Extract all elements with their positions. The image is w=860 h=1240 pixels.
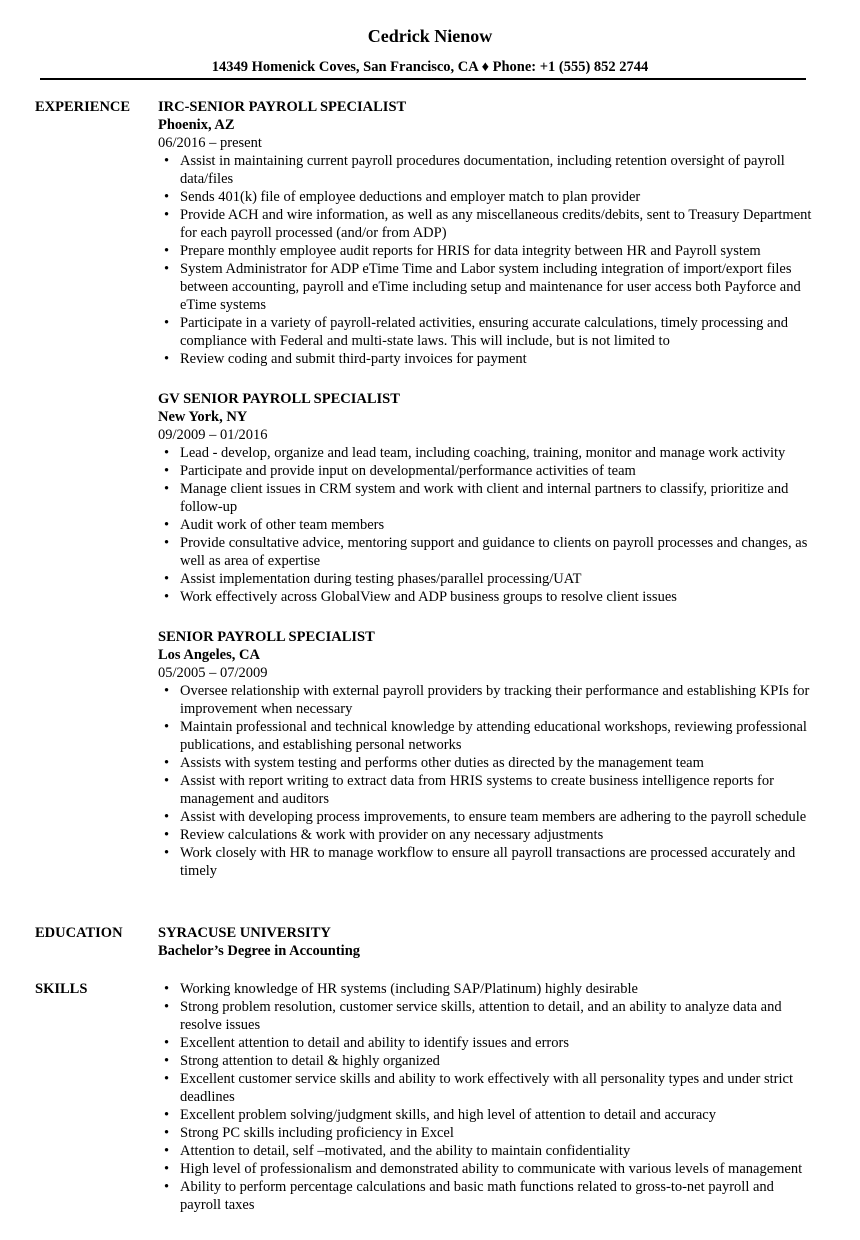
bullet-item: • Participate and provide input on developmental/performance activities of team xyxy=(180,462,818,480)
job-dates: 09/2009 – 01/2016 xyxy=(158,427,268,443)
bullet-item: • Review calculations & work with provider on any necessary adjustments xyxy=(180,826,818,844)
job-bullets xyxy=(158,682,818,880)
bullet-item: • Oversee relationship with external payroll providers by tracking their performance and establishing KPIs for improvement when necessary xyxy=(180,682,818,718)
skill-item: • Excellent attention to detail and ability to identify issues and errors xyxy=(180,1034,818,1052)
bullet-item: • Assist with developing process improvements, to ensure team members are adhering to the payroll schedule xyxy=(180,808,818,826)
bullet-item: • Manage client issues in CRM system and work with client and internal partners to classify, prioritize and follow-up xyxy=(180,480,818,516)
degree: Bachelor’s Degree in Accounting xyxy=(158,943,361,959)
skill-item: • High level of professionalism and demonstrated ability to communicate with various levels of management xyxy=(180,1160,818,1178)
bullet-item: • Audit work of other team members xyxy=(180,516,818,534)
bullet-item: • Review coding and submit third-party invoices for payment xyxy=(180,350,818,368)
education-heading: EDUCATION xyxy=(35,925,123,941)
job-dates: 06/2016 – present xyxy=(158,135,262,151)
job-title: IRC-SENIOR PAYROLL SPECIALIST xyxy=(158,99,407,115)
job-entry xyxy=(158,98,818,368)
skill-item: • Excellent problem solving/judgment skills, and high level of attention to detail and accuracy xyxy=(180,1106,818,1124)
contact-line: 14349 Homenick Coves, San Francisco, CA ♦ Phone: +1 (555) 852 2744 xyxy=(211,59,649,75)
skill-item: • Ability to perform percentage calculations and basic math functions related to gross-to-net payroll and payroll taxes xyxy=(180,1178,818,1214)
bullet-item: • Assists with system testing and performs other duties as directed by the management team xyxy=(180,754,818,772)
school-name: SYRACUSE UNIVERSITY xyxy=(158,925,331,941)
job-bullets xyxy=(158,444,818,606)
bullet-item: • Assist implementation during testing phases/parallel processing/UAT xyxy=(180,570,818,588)
skill-item: • Working knowledge of HR systems (including SAP/Platinum) highly desirable xyxy=(180,980,818,998)
experience-heading: EXPERIENCE xyxy=(35,99,131,115)
skill-item: • Excellent customer service skills and ability to work effectively with all personality types and under strict deadlines xyxy=(180,1070,818,1106)
bullet-item: • Work effectively across GlobalView and ADP business groups to resolve client issues xyxy=(180,588,818,606)
bullet-item: • Provide ACH and wire information, as well as any miscellaneous credits/debits, sent to Treasury Department for each payroll processed (and/or from ADP) xyxy=(180,206,818,242)
education-entry xyxy=(158,924,818,960)
job-title: GV SENIOR PAYROLL SPECIALIST xyxy=(158,391,400,407)
candidate-name: Cedrick Nienow xyxy=(367,26,493,46)
job-dates: 05/2005 – 07/2009 xyxy=(158,665,268,681)
skill-item: • Attention to detail, self –motivated, and the ability to maintain confidentiality xyxy=(180,1142,818,1160)
job-location: New York, NY xyxy=(158,409,248,425)
bullet-item: • Sends 401(k) file of employee deductions and employer match to plan provider xyxy=(180,188,818,206)
skill-item: • Strong PC skills including proficiency in Excel xyxy=(180,1124,818,1142)
bullet-item: • System Administrator for ADP eTime Time and Labor system including integration of import/export files between accounting, payroll and eTime including setup and maintenance for user access both Payforce and eTime systems xyxy=(180,260,818,314)
job-entry xyxy=(158,390,818,606)
job-location: Los Angeles, CA xyxy=(158,647,260,663)
bullet-item: • Prepare monthly employee audit reports for HRIS for data integrity between HR and Payroll system xyxy=(180,242,818,260)
skill-item: • Strong problem resolution, customer service skills, attention to detail, and an ability to analyze data and resolve issues xyxy=(180,998,818,1034)
bullet-item: • Provide consultative advice, mentoring support and guidance to clients on payroll processes and changes, as well as area of expertise xyxy=(180,534,818,570)
skills-heading: SKILLS xyxy=(35,981,88,997)
job-title: SENIOR PAYROLL SPECIALIST xyxy=(158,629,375,645)
job-location: Phoenix, AZ xyxy=(158,117,235,133)
bullet-item: • Lead - develop, organize and lead team, including coaching, training, monitor and manage work activity xyxy=(180,444,818,462)
header-divider xyxy=(40,78,806,80)
bullet-item: • Assist with report writing to extract data from HRIS systems to create business intelligence reports for management and auditors xyxy=(180,772,818,808)
bullet-item: • Participate in a variety of payroll-related activities, ensuring accurate calculations, timely processing and compliance with Federal and multi-state laws. This will include, but is not limited to xyxy=(180,314,818,350)
skills-list xyxy=(158,980,818,1214)
skill-item: • Strong attention to detail & highly organized xyxy=(180,1052,818,1070)
bullet-item: • Work closely with HR to manage workflow to ensure all payroll transactions are processed accurately and timely xyxy=(180,844,818,880)
bullet-item: • Maintain professional and technical knowledge by attending educational workshops, reviewing professional publications, and establishing personal networks xyxy=(180,718,818,754)
bullet-item: • Assist in maintaining current payroll procedures documentation, including retention oversight of payroll data/files xyxy=(180,152,818,188)
skills-entry xyxy=(158,980,818,1214)
job-entry xyxy=(158,628,818,880)
job-bullets xyxy=(158,152,818,368)
